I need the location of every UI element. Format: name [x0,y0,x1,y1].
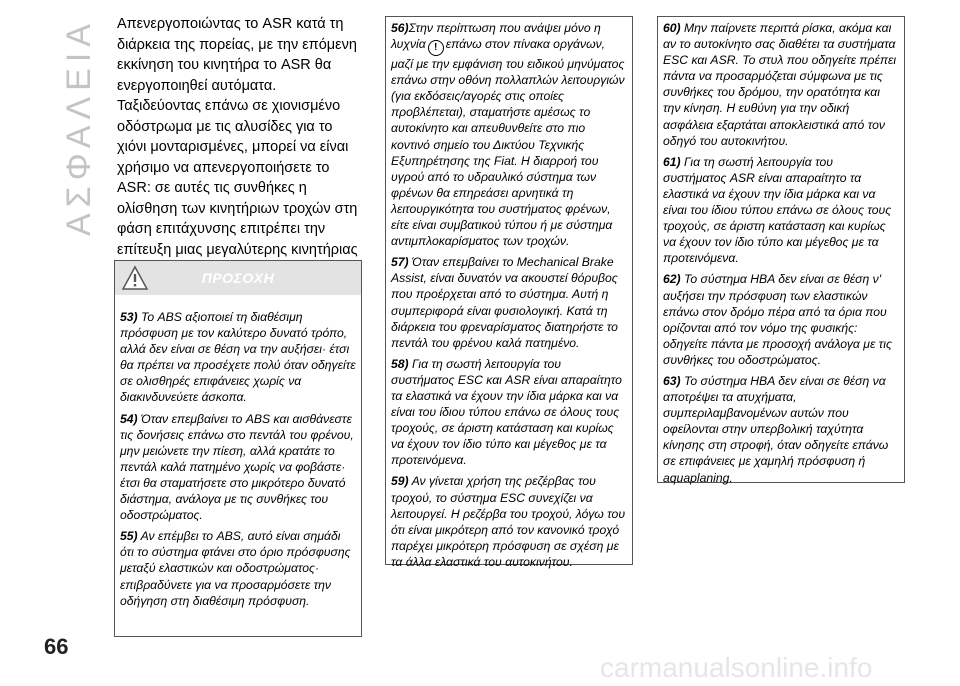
notes-box-middle [385,16,633,569]
warning-notes [115,295,361,609]
body-column [117,14,363,281]
brake-warning-lamp-icon: ! [428,40,444,56]
note-text: Για τη σωστή λειτουργία του συστήματος ASR είναι απαραίτητο τα ελαστικά να έχουν την ίδια μάρκα και να είναι του ίδιου τύπου επάνω σε όλους τους τροχούς, σε άριστη κατάσταση και κυρίως να έχουν τον ίδιο τύπο και μέγεθος με τα προτεινόμενα. [663,154,892,266]
note-63 [663,373,899,486]
note-text: Το σύστημα HBA δεν είναι σε θέση ν' αυξήσει την πρόσφυση των ελαστικών επάνω στον δρόμο πέρα από τα όρια που ορίζονται από τον νόμο της φυσικής: οδηγείτε πάντα με προσοχή ανάλογα με τις συνθήκες του οδοστρώματος. [663,272,892,367]
warning-triangle-icon [121,265,149,291]
warning-box [114,260,362,637]
warning-title: ΠΡΟΣΟΧΗ [201,270,275,286]
body-paragraph: Απενεργοποιώντας το ASR κατά τη διάρκεια της πορείας, με την επόμενη εκκίνηση του κινητήρα το ASR θα ενεργοποιηθεί αυτόματα. Ταξιδεύοντας επάνω σε χιονισμένο οδόστρωμα με τις αλυσίδες για το χιόνι μονταρισμένες, μπορεί να είναι χρήσιμο να απενεργοποιήσετε το ASR: σε αυτές τις συνθήκες η ολίσθηση των κινητήριων τροχών στη φάση επιτάχυνσης επιτρέπει την επίτευξη μιας μεγαλύτερης κινητήριας [117,16,358,258]
note-text: Όταν επεμβαίνει το Mechanical Brake Assist, είναι δυνατόν να ακουστεί θόρυβος που προέρχεται από το σύστημα. Αυτή η συμπεριφορά είναι φυσιολογική. Κατά τη διάρκεια του φρεναρίσματος διατηρήστε το πεντάλ του φρένου καλά πατημένο. [391,255,618,350]
note-number: 61) [663,154,681,169]
notes-box-right [657,16,905,483]
note-60 [663,20,899,149]
note-59 [391,473,627,570]
note-text-before-icon: Στην περίπτωση που ανάψει μόνο η λυχνία [391,21,601,52]
watermark: carmanualsonline.info [600,652,873,683]
page-number: 66 [44,634,69,659]
note-text: Για τη σωστή λειτουργία του συστήματος ESC και ASR είναι απαραίτητο τα ελαστικά να έχουν την ίδια μάρκα και να είναι του ίδιου τύπου επάνω σε όλους τους τροχούς, σε άριστη κατάσταση και κυρίως να έχουν τον ίδιο τύπο και μέγεθος με τα προτεινόμενα. [391,356,622,468]
note-text: Το ABS αξιοποιεί τη διαθέσιμη πρόσφυση με τον καλύτερο δυνατό τρόπο, αλλά δεν είναι σε θέση να την αυξήσει· έτσι θα πρέπει να προσέχετε πολύ όταν οδηγείτε σε ολισθηρές επιφάνειες χωρίς να διακινδυνεύετε άσκοπα. [120,310,356,405]
note-text: Αν επέμβει το ABS, αυτό είναι σημάδι ότι το σύστημα φτάνει στο όριο πρόσφυσης μεταξύ ελαστικών και οδοστρώματος· επιβραδύνετε για να προσαρμόσετε την οδήγηση στη διαθέσιμη πρόσφυση. [120,529,351,608]
note-text: επάνω στον πίνακα οργάνων, μαζί με την εμφάνιση του ειδικού μηνύματος επάνω στην οθόνη πολλαπλών λειτουργιών (για εκδόσεις/αγορές στις οποίες προβλέπεται), σταματήστε αμέσως το αυτοκίνητο και απευθυνθείτε στο πιο κοντινό σημείο του Δικτύου Τεχνικής Εξυπηρέτησης της Fiat. Η διαρροή του υγρού από το υδραυλικό σύστημα των φρένων θα επηρεάσει αρνητικά τη λειτουργικότητα του συστήματος φρένων, είτε είναι συμβατικού τύπου ή με σύστημα αντιμπλοκαρίσματος των τροχών. [391,37,625,249]
note-number: 57) [391,255,409,270]
note-number: 59) [391,474,409,489]
note-number: 62) [663,272,681,287]
note-58 [391,356,627,469]
note-53 [120,309,356,406]
section-side-label: ΑΣΦΑΛΕΙΑ [60,18,98,237]
note-text: Μην παίρνετε περιττά ρίσκα, ακόμα και αν το αυτοκίνητο σας διαθέτει τα συστήματα ESC και ASR. Το στυλ που οδηγείτε πρέπει πάντα να προσαρμόζεται σύμφωνα με τις συνθήκες του δρόμου, την ορατότητα και την κίνηση. Η ευθύνη για την οδική ασφάλεια εξαρτάται αποκλειστικά από τον οδηγό του αυτοκινήτου. [663,21,897,148]
notes-middle [386,17,632,570]
note-number: 63) [663,373,681,388]
note-text: Όταν επεμβαίνει το ABS και αισθάνεστε τις δονήσεις επάνω στο πεντάλ του φρένου, μην μειώνετε την πίεση, αλλά κρατάτε το πεντάλ καλά πατημένο χωρίς να φοβάστε· έτσι θα σταματήσετε στο μικρότερο δυνατό διάστημα, ανάλογα με τις συνθήκες του οδοστρώματος. [120,411,354,523]
note-number: 56) [391,21,409,35]
note-text: Αν γίνεται χρήση της ρεζέρβας του τροχού, το σύστημα ESC συνεχίζει να λειτουργεί. Η ρεζέρβα του τροχού, λόγω του ότι είναι μικρότερη από τον κανονικό τροχό παρέχει μικρότερη πρόσφυση σε σχέση με τα άλλα ελαστικά του αυτοκινήτου. [391,474,626,569]
notes-right [658,17,904,486]
note-number: 58) [391,356,409,371]
note-text: Το σύστημα HBA δεν είναι σε θέση να αποτρέψει τα ατυχήματα, συμπεριλαμβανομένων αυτών που οφείλονται στην υπερβολική ταχύτητα κίνησης στη στροφή, όταν οδηγείτε επάνω σε επιφάνειες με χαμηλή πρόσφυση ή aquaplaning. [663,373,889,485]
note-56 [391,20,627,249]
warning-header [115,261,361,295]
note-number: 60) [663,21,681,35]
note-55 [120,528,356,608]
note-62 [663,271,899,368]
note-number: 55) [120,529,138,544]
note-number: 54) [120,411,138,426]
note-61 [663,154,899,267]
note-57 [391,254,627,351]
note-54 [120,411,356,524]
note-number: 53) [120,310,138,324]
